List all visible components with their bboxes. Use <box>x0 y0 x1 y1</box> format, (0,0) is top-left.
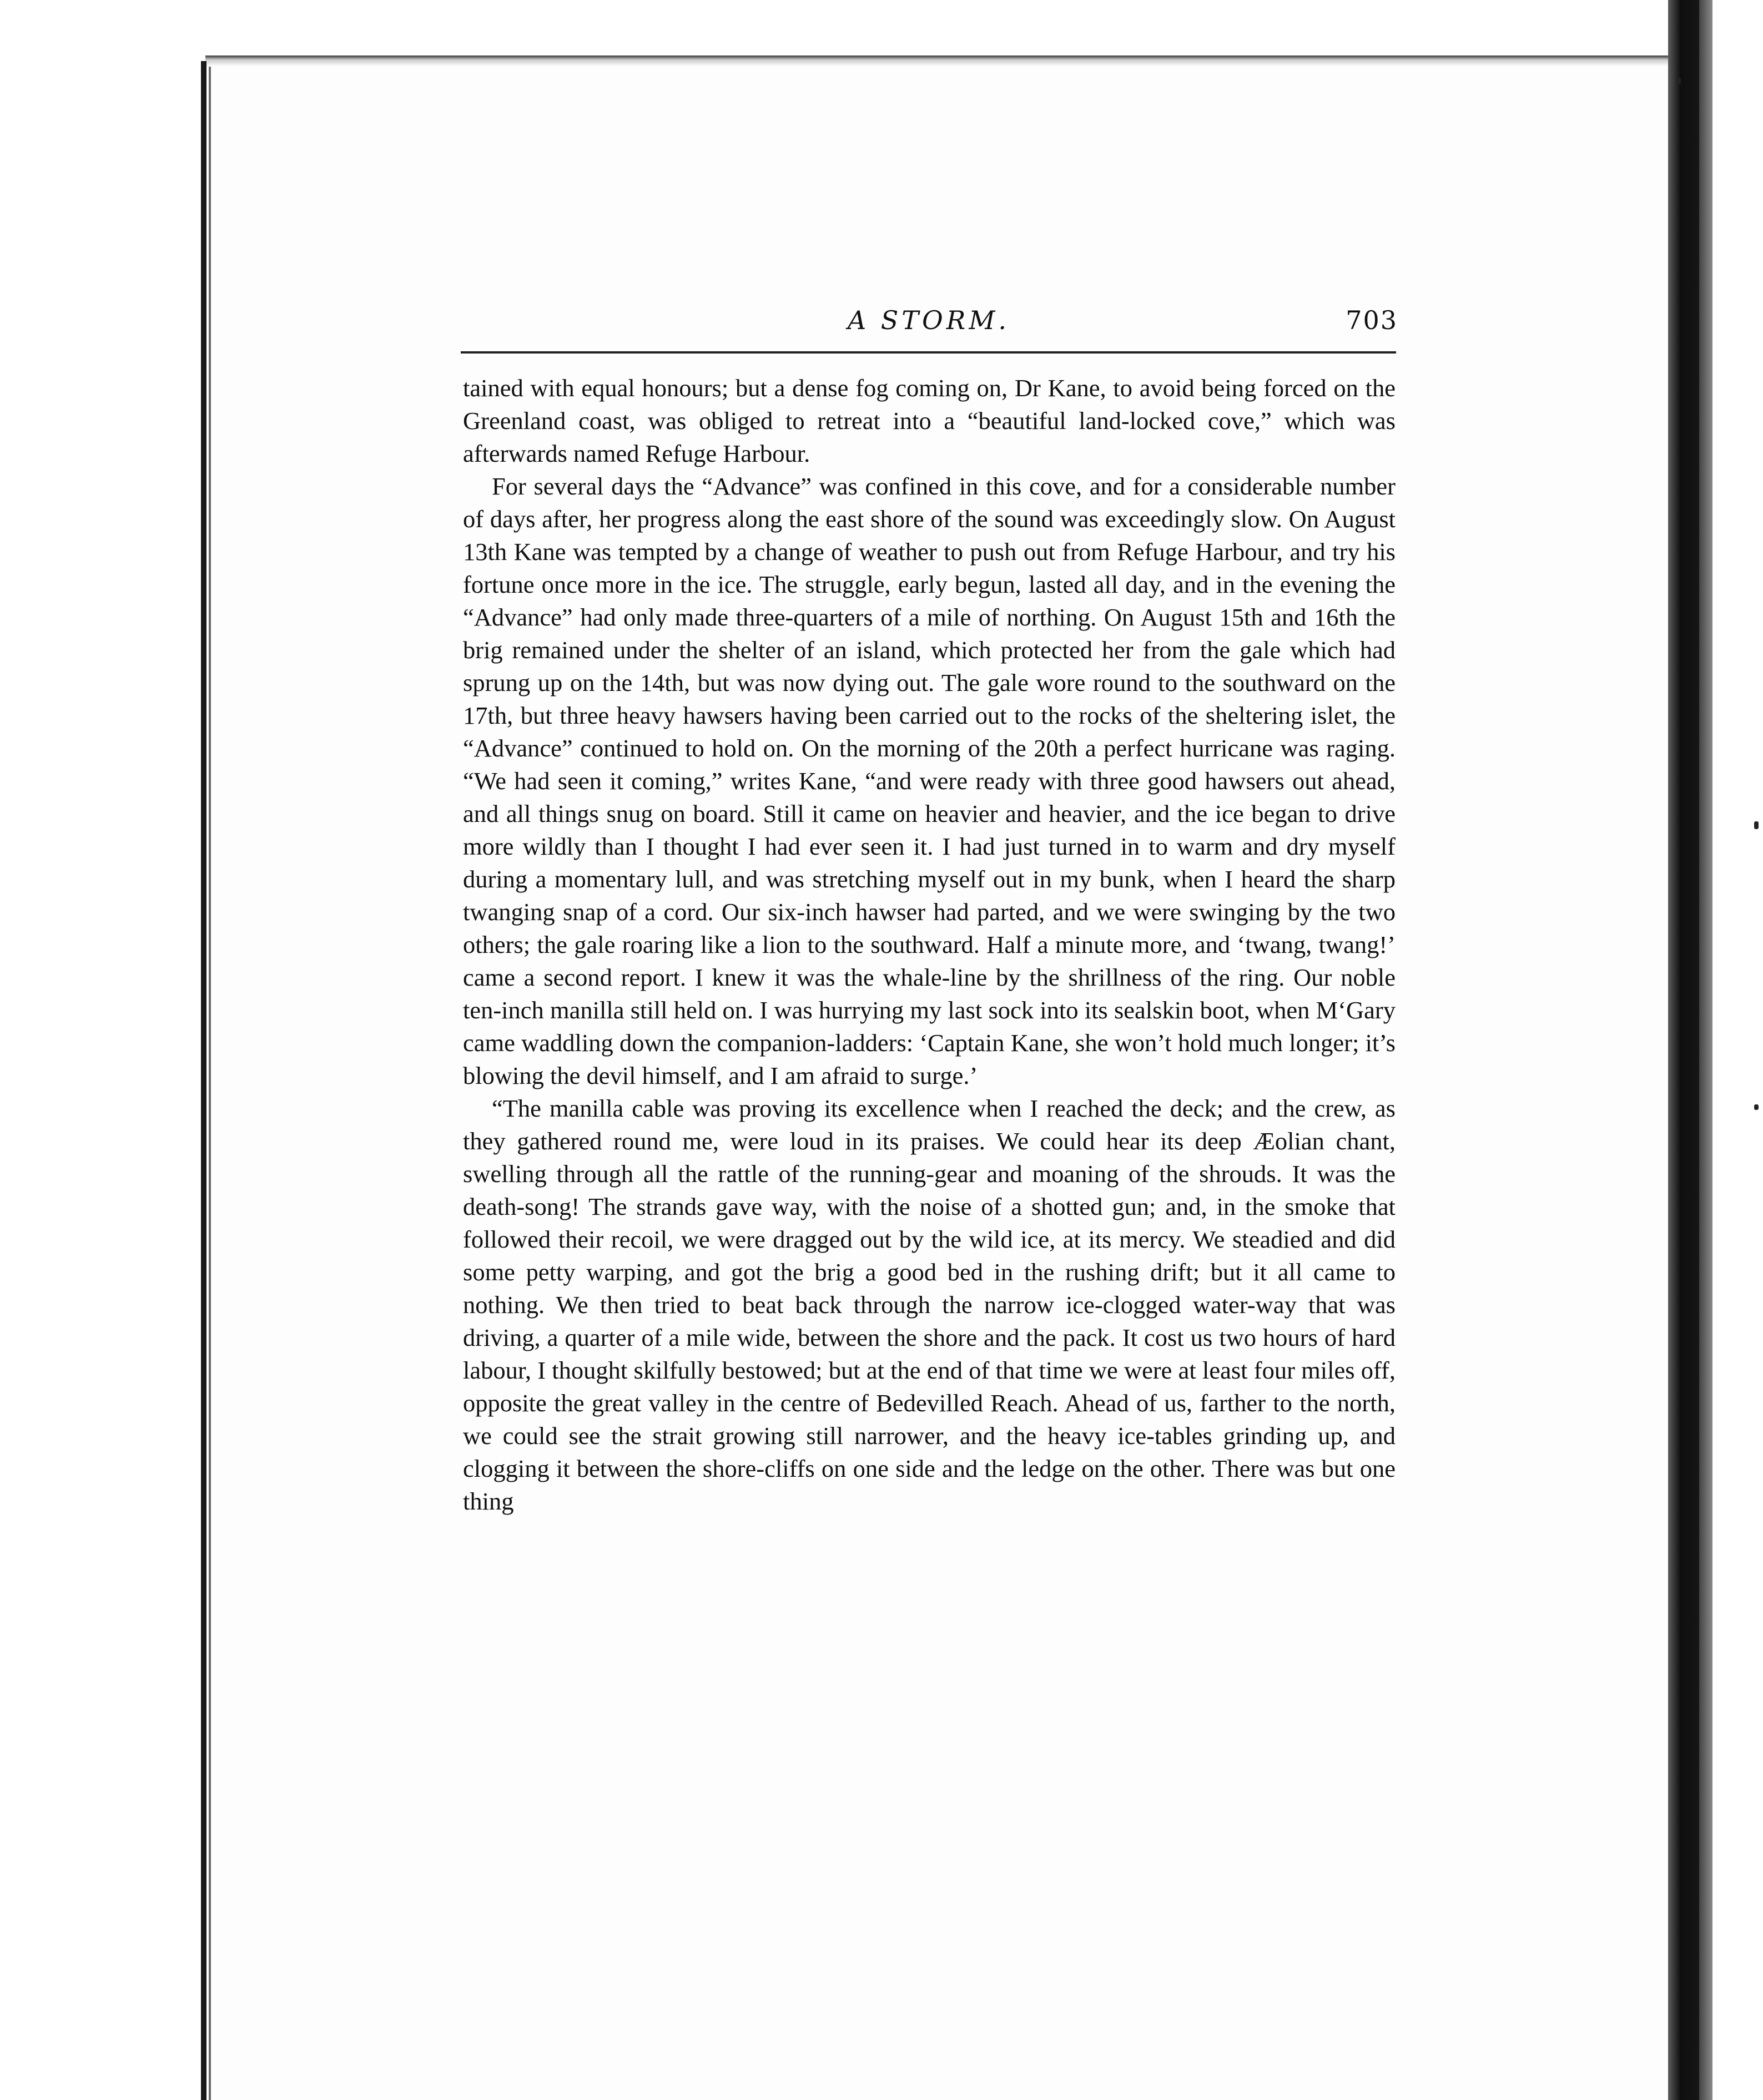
paragraph: tained with equal honours; but a dense fog coming on, Dr Kane, to avoid being forced on the Greenland coast, was obliged to retreat into a “beautiful land-locked cove,” which was afterwards named Refuge Harbour. <box>463 374 1396 467</box>
running-header <box>460 305 1398 344</box>
body-text <box>463 372 1396 1518</box>
running-title: A STORM. <box>847 305 1010 335</box>
page-number: 703 <box>1346 305 1398 335</box>
left-binding-edge <box>201 61 206 2100</box>
paragraph: “The manilla cable was proving its excellence when I reached the deck; and the crew, as they gathered round me, were loud in its praises. We could hear its deep Æolian chant, swelling through all the rattle of the running-gear and moaning of the shrouds. It was the death-song! The strands gave way, with the noise of a shotted gun; and, in the smoke that followed their recoil, we were dragged out by the wild ice, at its mercy. We steadied and did some petty warping, and got the brig a good bed in the rushing drift; but it all came to nothing. We then tried to beat back through the narrow ice-clogged water-way that was driving, a quarter of a mile wide, between the shore and the pack. It cost us two hours of hard labour, I thought skilfully bestowed; but at the end of that time we were at least four miles off, opposite the great valley in the centre of Bedevilled Reach. Ahead of us, farther to the north, we could see the strait growing still narrower, and the heavy ice-tables grinding up, and clogging it between the shore-cliffs on one side and the ledge on the other. There was but one thing <box>463 1094 1396 1515</box>
right-binding-edge <box>1668 0 1699 2100</box>
paragraph: For several days the “Advance” was confined in this cove, and for a considerable number of days after, her progress along the east shore of the sound was exceedingly slow. On August 13th Kane was tempted by a change of weather to push out from Refuge Harbour, and try his fortune once more in the ice. The struggle, early begun, lasted all day, and in the evening the “Advance” had only made three-quarters of a mile of northing. On August 15th and 16th the brig remained under the shelter of an island, which protected her from the gale which had sprung up on the 14th, but was now dying out. The gale wore round to the southward on the 17th, but three heavy hawsers having been carried out to the rocks of the sheltering islet, the “Advance” continued to hold on. On the morning of the 20th a perfect hurricane was raging. “We had seen it coming,” writes Kane, “and were ready with three good hawsers out ahead, and all things snug on board. Still it came on heavier and heavier, and the ice began to drive more wildly than I thought I had ever seen it. I had just turned in to warm and dry myself during a momentary lull, and was stretching myself out in my bunk, when I heard the sharp twanging snap of a cord. Our six-inch hawser had parted, and we were swinging by the two others; the gale roaring like a lion to the southward. Half a minute more, and ‘twang, twang!’ came a second report. I knew it was the whale-line by the shrillness of the ring. Our noble ten-inch manilla still held on. I was hurrying my last sock into its sealskin boot, when M‘Gary came waddling down the companion-ladders: ‘Captain Kane, she won’t hold much longer; it’s blowing the devil himself, and I am afraid to surge.’ <box>463 472 1396 1089</box>
header-rule <box>461 351 1396 354</box>
right-margin <box>1712 0 1763 2100</box>
right-binding-shadow <box>1699 0 1712 2100</box>
speck-mark <box>1676 78 1681 84</box>
speck-mark <box>1754 821 1759 829</box>
speck-mark <box>1754 1104 1759 1110</box>
top-page-edge <box>205 55 1676 67</box>
